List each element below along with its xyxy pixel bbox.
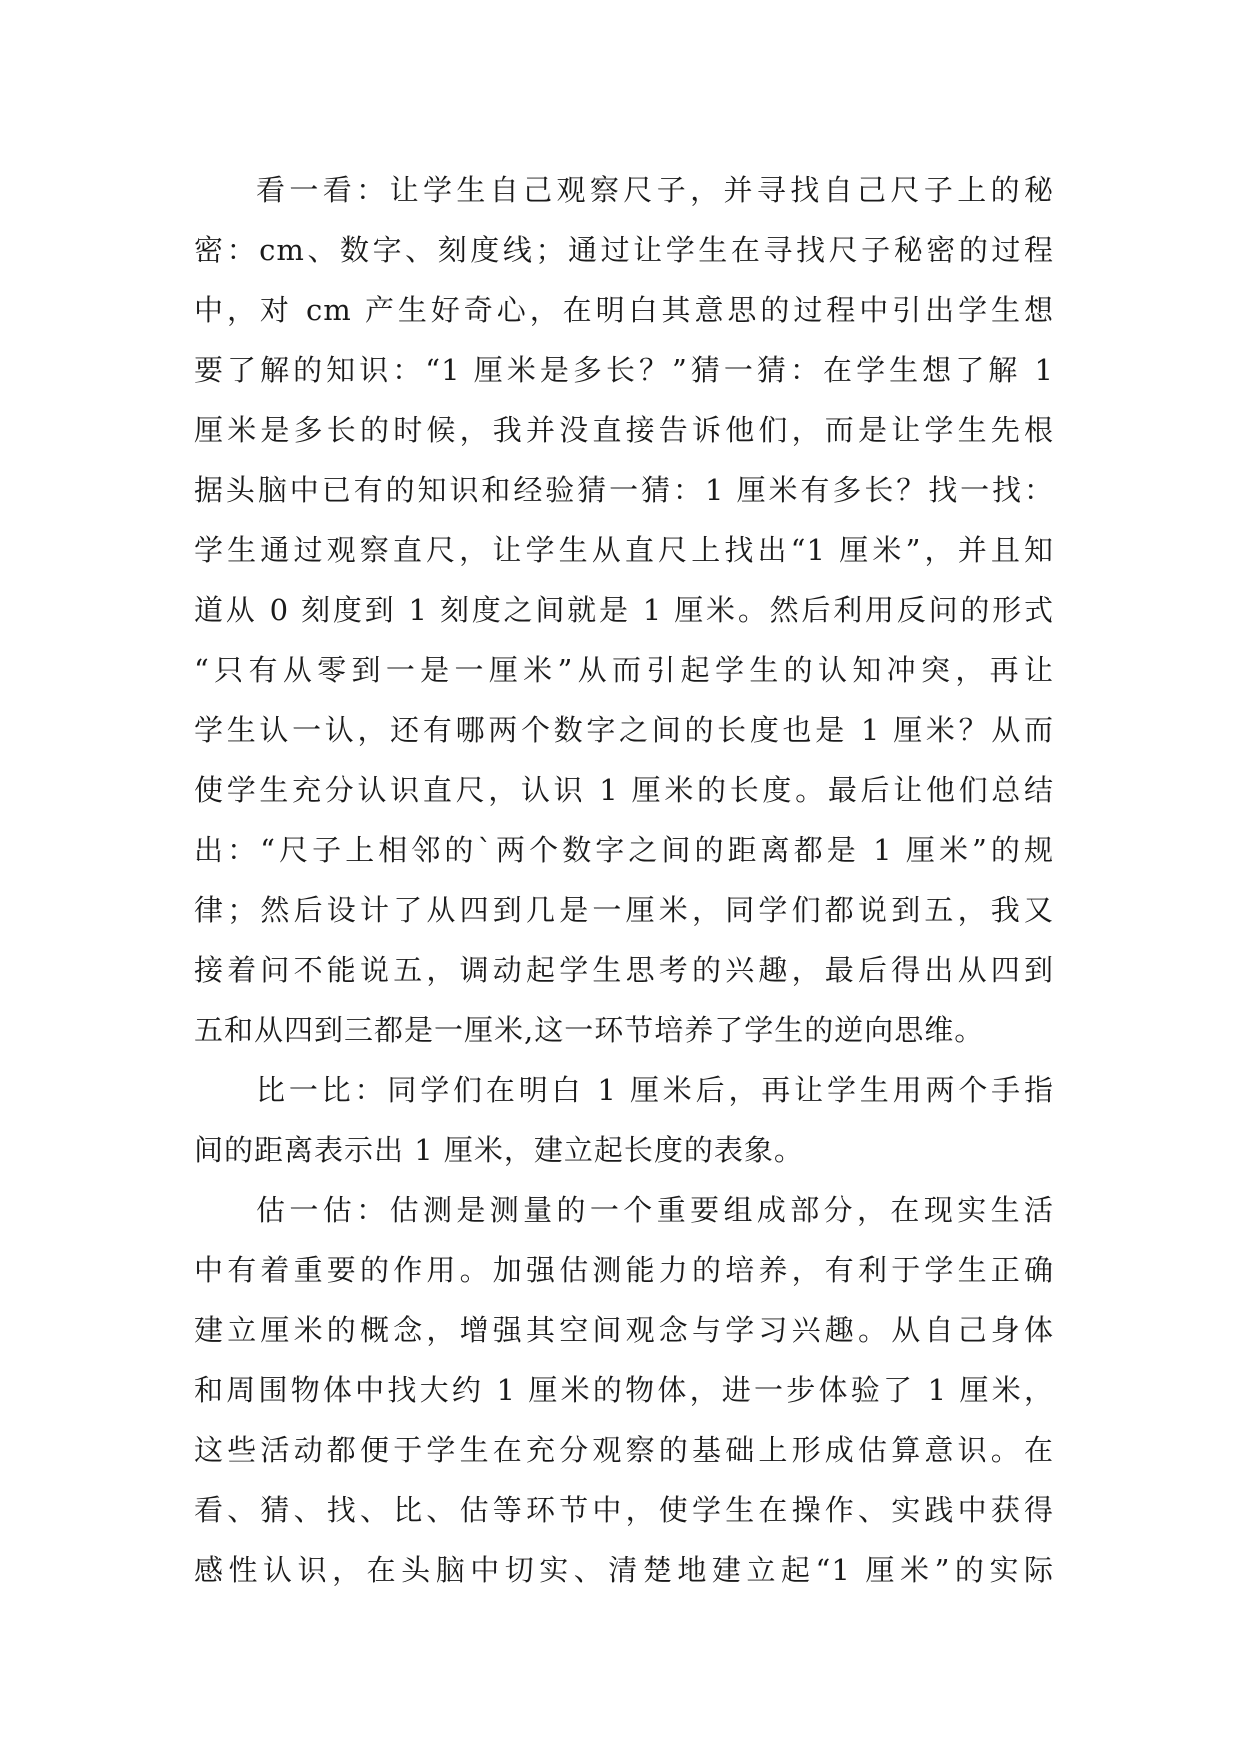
paragraph-line: 学生认一认，还有哪两个数字之间的长度也是 1 厘米？从而 [194, 713, 1054, 747]
paragraph-line: 中，对 cm 产生好奇心，在明白其意思的过程中引出学生想 [194, 293, 1054, 327]
paragraph-line: 接着问不能说五，调动起学生思考的兴趣，最后得出从四到 [194, 953, 1054, 987]
paragraph-line: 学生通过观察直尺，让学生从直尺上找出“1 厘米”，并且知 [194, 533, 1054, 567]
paragraph-line: 出：“尺子上相邻的`两个数字之间的距离都是 1 厘米”的规 [194, 833, 1054, 867]
paragraph-line: 看、猜、找、比、估等环节中，使学生在操作、实践中获得 [194, 1493, 1054, 1527]
body-text [194, 160, 1054, 1600]
paragraph-line: 密：cm、数字、刻度线；通过让学生在寻找尺子秘密的过程 [194, 233, 1054, 267]
paragraph-line: 和周围物体中找大约 1 厘米的物体，进一步体验了 1 厘米， [194, 1373, 1054, 1407]
paragraph-line: 看一看：让学生自己观察尺子，并寻找自己尺子上的秘 [256, 173, 1054, 207]
paragraph-line: 使学生充分认识直尺，认识 1 厘米的长度。最后让他们总结 [194, 773, 1054, 807]
paragraph-line: 律；然后设计了从四到几是一厘米，同学们都说到五，我又 [194, 893, 1054, 927]
paragraph-line: 五和从四到三都是一厘米,这一环节培养了学生的逆向思维。 [194, 1013, 985, 1047]
paragraph-line: 建立厘米的概念，增强其空间观念与学习兴趣。从自己身体 [194, 1313, 1054, 1347]
paragraph-line: 这些活动都便于学生在充分观察的基础上形成估算意识。在 [194, 1433, 1054, 1467]
paragraph-line: 比一比：同学们在明白 1 厘米后，再让学生用两个手指 [256, 1073, 1054, 1107]
paragraph-line: 道从 0 刻度到 1 刻度之间就是 1 厘米。然后利用反问的形式 [194, 593, 1054, 627]
paragraph-line: 厘米是多长的时候，我并没直接告诉他们，而是让学生先根 [194, 413, 1054, 447]
paragraph-line: 要了解的知识：“1 厘米是多长？”猜一猜：在学生想了解 1 [194, 353, 1054, 387]
paragraph-line: 估一估：估测是测量的一个重要组成部分，在现实生活 [256, 1193, 1054, 1227]
paragraph-line: “只有从零到一是一厘米”从而引起学生的认知冲突，再让 [194, 653, 1054, 687]
paragraph-line: 中有着重要的作用。加强估测能力的培养，有利于学生正确 [194, 1253, 1054, 1287]
paragraph-line: 感性认识，在头脑中切实、清楚地建立起“1 厘米”的实际 [194, 1553, 1054, 1587]
paragraph-line: 间的距离表示出 1 厘米，建立起长度的表象。 [194, 1133, 804, 1167]
paragraph-line: 据头脑中已有的知识和经验猜一猜：1 厘米有多长？找一找： [194, 473, 1054, 507]
